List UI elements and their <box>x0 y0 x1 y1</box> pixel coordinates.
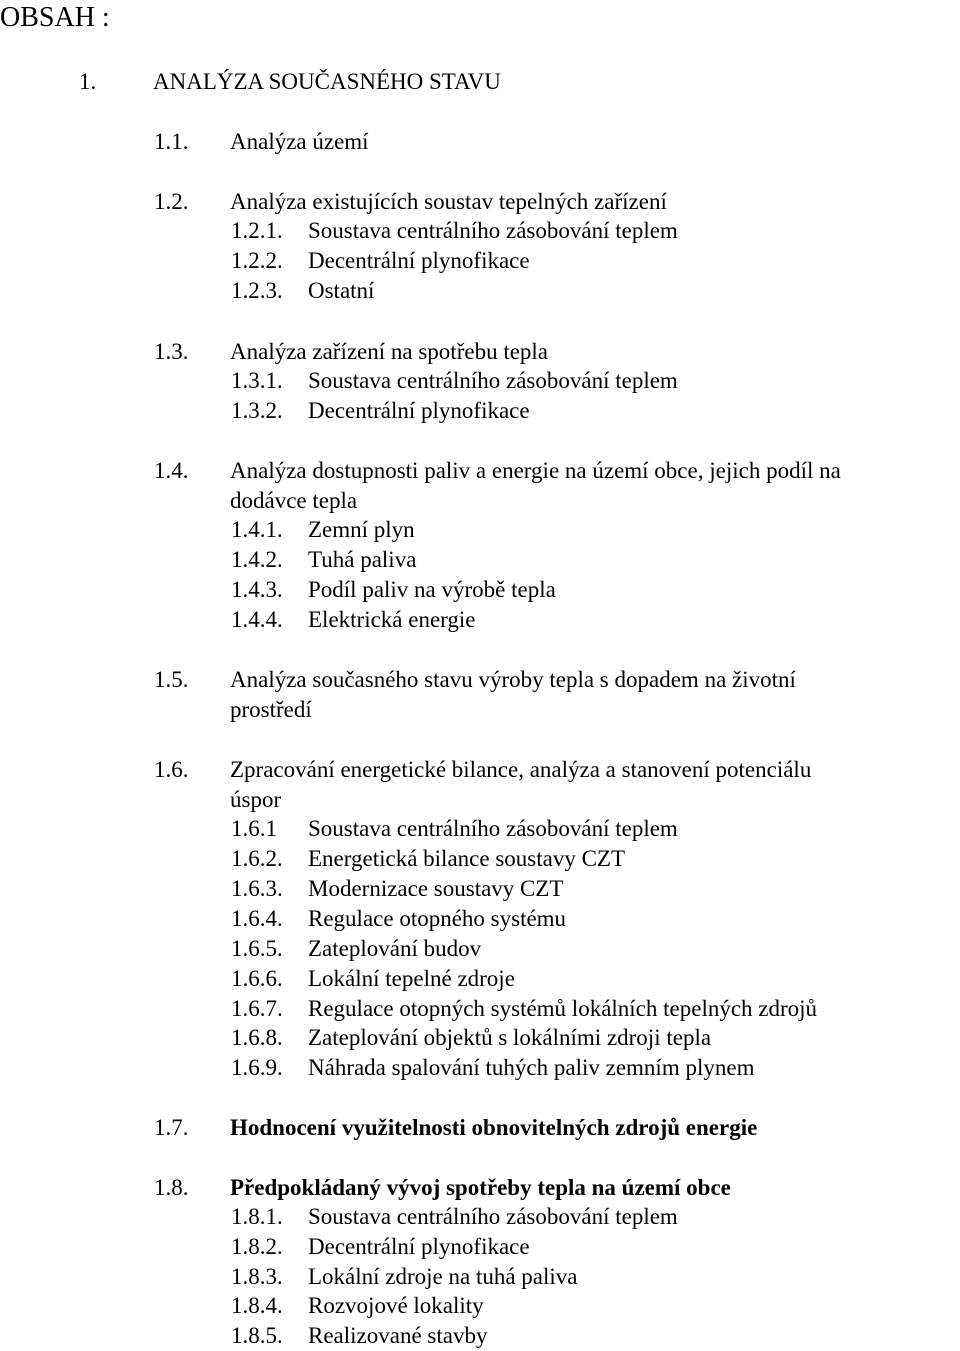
toc-number: 1.6.4. <box>231 906 283 931</box>
toc-number: 1.3.1. <box>231 368 283 393</box>
toc-section-1-4-cont <box>230 487 357 515</box>
toc-text: Soustava centrálního zásobování teplem <box>308 816 678 841</box>
toc-text: ANALÝZA SOUČASNÉHO STAVU <box>153 69 501 94</box>
toc-number: 1.6.6. <box>231 966 283 991</box>
toc-number: 1.8.3. <box>231 1264 283 1289</box>
toc-number: 1.8. <box>154 1175 189 1200</box>
toc-chapter-1 <box>79 68 501 96</box>
toc-subsection-1-6-8 <box>231 1024 711 1052</box>
toc-text: Analýza současného stavu výroby tepla s dopadem na životní <box>230 667 796 692</box>
toc-text: Regulace otopného systému <box>308 906 567 931</box>
toc-text: Analýza existujících soustav tepelných zařízení <box>230 189 667 214</box>
toc-subsection-1-4-4 <box>231 606 476 634</box>
toc-text: Rozvojové lokality <box>308 1293 484 1318</box>
toc-section-1-1 <box>154 128 369 156</box>
toc-text: dodávce tepla <box>230 488 358 513</box>
toc-text: Energetická bilance soustavy CZT <box>308 846 626 871</box>
toc-subsection-1-3-2 <box>231 397 530 425</box>
toc-subsection-1-2-2 <box>231 247 530 275</box>
toc-text: Zpracování energetické bilance, analýza a stanovení potenciálu <box>230 757 812 782</box>
toc-text: Decentrální plynofikace <box>308 398 530 423</box>
toc-number: 1.8.2. <box>231 1234 283 1259</box>
toc-text: Soustava centrálního zásobování teplem <box>308 218 678 243</box>
page-title: OBSAH : <box>0 2 110 33</box>
toc-text: Analýza dostupnosti paliv a energie na území obce, jejich podíl na <box>230 458 841 483</box>
toc-number: 1.4.2. <box>231 547 283 572</box>
toc-number: 1.3.2. <box>231 398 283 423</box>
toc-text: prostředí <box>230 697 312 722</box>
toc-subsection-1-4-1 <box>231 516 415 544</box>
toc-number: 1.2.2. <box>231 248 283 273</box>
toc-number: 1.6.1 <box>231 816 277 841</box>
toc-text: Elektrická energie <box>308 607 476 632</box>
toc-text: Ostatní <box>308 278 375 303</box>
toc-number: 1.6.8. <box>231 1025 283 1050</box>
toc-section-1-5 <box>154 666 796 694</box>
toc-section-1-6 <box>154 756 811 784</box>
toc-text: Zateplování budov <box>308 936 482 961</box>
toc-text: Předpokládaný vývoj spotřeby tepla na území obce <box>230 1175 731 1200</box>
toc-subsection-1-2-3 <box>231 277 374 305</box>
toc-number: 1.4.3. <box>231 577 283 602</box>
toc-subsection-1-6-5 <box>231 935 481 963</box>
toc-section-1-6-cont <box>230 786 281 814</box>
toc-text: Analýza zařízení na spotřebu tepla <box>230 339 549 364</box>
toc-text: Analýza území <box>230 129 369 154</box>
toc-subsection-1-8-5 <box>231 1322 487 1350</box>
toc-subsection-1-6-6 <box>231 965 515 993</box>
toc-number: 1.1. <box>154 129 189 154</box>
toc-section-1-3 <box>154 338 548 366</box>
toc-number: 1.2.3. <box>231 278 283 303</box>
toc-text: Tuhá paliva <box>308 547 417 572</box>
toc-number: 1.4.4. <box>231 607 283 632</box>
toc-subsection-1-3-1 <box>231 367 678 395</box>
toc-number: 1.6. <box>154 757 189 782</box>
toc-number: 1.2.1. <box>231 218 283 243</box>
toc-text: Hodnocení využitelnosti obnovitelných zdrojů energie <box>230 1115 758 1140</box>
toc-number: 1.3. <box>154 339 189 364</box>
toc-subsection-1-8-1 <box>231 1203 678 1231</box>
toc-section-1-7 <box>154 1114 757 1142</box>
toc-section-1-2 <box>154 188 667 216</box>
toc-section-1-5-cont <box>230 696 312 724</box>
toc-subsection-1-6-1 <box>231 815 678 843</box>
toc-number: 1.4.1. <box>231 517 283 542</box>
toc-number: 1.6.3. <box>231 876 283 901</box>
toc-subsection-1-2-1 <box>231 217 678 245</box>
toc-text: Náhrada spalování tuhých paliv zemním plynem <box>308 1055 755 1080</box>
toc-number: 1.6.9. <box>231 1055 283 1080</box>
toc-number: 1.6.2. <box>231 846 283 871</box>
toc-text: Podíl paliv na výrobě tepla <box>308 577 556 602</box>
toc-subsection-1-6-3 <box>231 875 563 903</box>
toc-number: 1.8.4. <box>231 1293 283 1318</box>
toc-subsection-1-8-3 <box>231 1263 578 1291</box>
toc-text: Decentrální plynofikace <box>308 248 530 273</box>
toc-number: 1.8.5. <box>231 1323 283 1348</box>
toc-number: 1.5. <box>154 667 189 692</box>
toc-text: úspor <box>230 787 282 812</box>
toc-subsection-1-4-2 <box>231 546 416 574</box>
toc-subsection-1-8-4 <box>231 1292 484 1320</box>
toc-text: Zemní plyn <box>308 517 415 542</box>
toc-subsection-1-6-2 <box>231 845 625 873</box>
toc-subsection-1-6-4 <box>231 905 566 933</box>
toc-number: 1. <box>79 69 97 94</box>
toc-text: Lokální tepelné zdroje <box>308 966 515 991</box>
toc-text: Modernizace soustavy CZT <box>308 876 564 901</box>
toc-number: 1.7. <box>154 1115 189 1140</box>
toc-number: 1.4. <box>154 458 189 483</box>
toc-section-1-4 <box>154 457 841 485</box>
toc-text: Lokální zdroje na tuhá paliva <box>308 1264 578 1289</box>
toc-text: Soustava centrálního zásobování teplem <box>308 368 678 393</box>
toc-subsection-1-6-9 <box>231 1054 754 1082</box>
toc-number: 1.6.5. <box>231 936 283 961</box>
toc-subsection-1-4-3 <box>231 576 556 604</box>
toc-number: 1.8.1. <box>231 1204 283 1229</box>
toc-section-1-8 <box>154 1174 731 1202</box>
toc-text: Realizované stavby <box>308 1323 488 1348</box>
toc-number: 1.2. <box>154 189 189 214</box>
toc-text: Zateplování objektů s lokálními zdroji tepla <box>308 1025 712 1050</box>
toc-text: Soustava centrálního zásobování teplem <box>308 1204 678 1229</box>
toc-number: 1.6.7. <box>231 996 283 1021</box>
toc-text: Regulace otopných systémů lokálních tepelných zdrojů <box>308 996 818 1021</box>
toc-subsection-1-8-2 <box>231 1233 530 1261</box>
toc-subsection-1-6-7 <box>231 995 817 1023</box>
toc-text: Decentrální plynofikace <box>308 1234 530 1259</box>
